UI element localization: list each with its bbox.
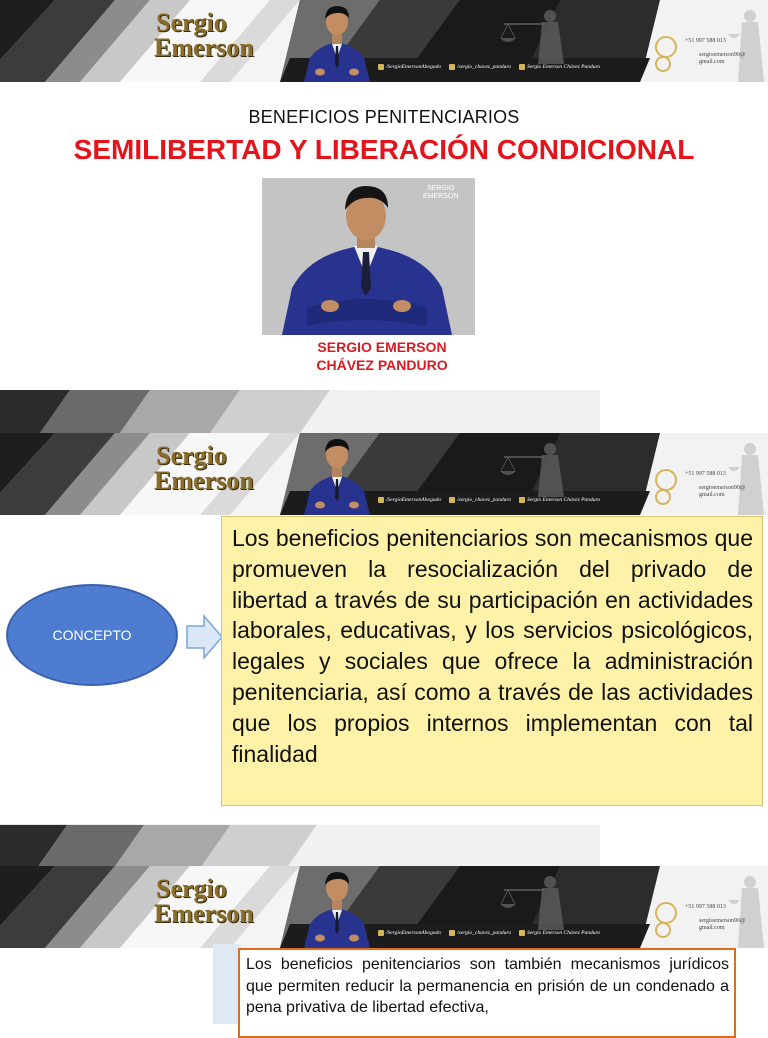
email-icon [655,489,671,505]
facebook-icon [378,497,384,503]
concept-text-box: Los beneficios penitenciarios son mecanismos que promueven la resocialización del privado de libertad a través de su participación en actividades laborales, educativas, y los servicios psicológicos, legales y sociales que ofrece la administración penitenciaria, así como a través de las actividades que los propios internos implementan con tal finalidad [221,516,763,806]
contact-phone: +51 997 588 013 [685,471,726,477]
portrait-image [262,178,475,335]
social-instagram[interactable]: /sergio_chavez_panduro [449,497,511,503]
phone-icon [655,36,677,58]
social-facebook[interactable]: /SergioEmersonAbogado [378,64,441,70]
social-linkedin[interactable]: Sergio Emerson Chávez Panduro [519,930,600,936]
author-name-line1: SERGIO EMERSON [317,339,447,355]
brand-logo-text [156,876,254,926]
brand-line2: Emerson [154,466,254,495]
slide-separator [0,390,600,433]
brand-logo-text [156,443,254,493]
contact-phone: +51 997 588 013 [685,38,726,44]
social-links [378,495,600,505]
concept-label: CONCEPTO [52,627,132,643]
linkedin-icon [519,64,525,70]
contact-email: sergioemerson90@ gmail.com [699,52,746,65]
linkedin-icon [519,497,525,503]
social-linkedin[interactable]: Sergio Emerson Chávez Panduro [519,64,600,70]
lady-justice-icon [498,4,588,64]
brand-line2: Emerson [154,33,254,62]
email-icon [655,56,671,72]
slide-subtitle: BENEFICIOS PENITENCIARIOS [248,107,520,127]
slide-title: SEMILIBERTAD Y LIBERACIÓN CONDICIONAL [73,134,695,165]
social-links [378,928,600,938]
header-banner [0,0,768,82]
instagram-icon [449,64,455,70]
phone-icon [655,469,677,491]
banner-portrait [296,435,378,515]
slide3-text-box: Los beneficios penitenciarios son también mecanismos jurídicos que permiten reducir la permanencia en prisión de un condenado a pena privativa de libertad efectiva, [238,948,736,1038]
social-facebook[interactable]: /SergioEmersonAbogado [378,930,441,936]
portrait-watermark: SERGIO EMERSON [423,185,459,200]
social-facebook[interactable]: /SergioEmersonAbogado [378,497,441,503]
phone-icon [655,902,677,924]
brand-logo-text [156,10,254,60]
author-name [262,338,502,374]
brand-line1: Sergio [156,8,227,37]
social-linkedin[interactable]: Sergio Emerson Chávez Panduro [519,497,600,503]
slide3-side-panel [213,944,241,1024]
contact-block [655,467,765,507]
brand-line1: Sergio [156,874,227,903]
brand-line1: Sergio [156,441,227,470]
arrow-right-icon [186,614,224,660]
instagram-icon [449,930,455,936]
facebook-icon [378,930,384,936]
contact-block [655,900,765,940]
concept-ellipse [6,584,178,686]
header-banner-2 [0,433,768,515]
social-instagram[interactable]: /sergio_chavez_panduro [449,930,511,936]
linkedin-icon [519,930,525,936]
social-links [378,62,600,72]
header-banner-3 [0,866,768,948]
email-icon [655,922,671,938]
instagram-icon [449,497,455,503]
contact-email: sergioemerson90@ gmail.com [699,485,746,498]
banner-portrait [296,2,378,82]
lady-justice-icon [498,437,588,497]
author-name-line2: CHÁVEZ PANDURO [316,357,448,373]
social-instagram[interactable]: /sergio_chavez_panduro [449,64,511,70]
contact-email: sergioemerson90@ gmail.com [699,918,746,931]
facebook-icon [378,64,384,70]
author-portrait [262,178,475,335]
slide-separator-2 [0,824,600,867]
contact-phone: +51 997 588 013 [685,904,726,910]
banner-portrait [296,868,378,948]
brand-line2: Emerson [154,899,254,928]
contact-block [655,34,765,74]
lady-justice-icon [498,870,588,930]
